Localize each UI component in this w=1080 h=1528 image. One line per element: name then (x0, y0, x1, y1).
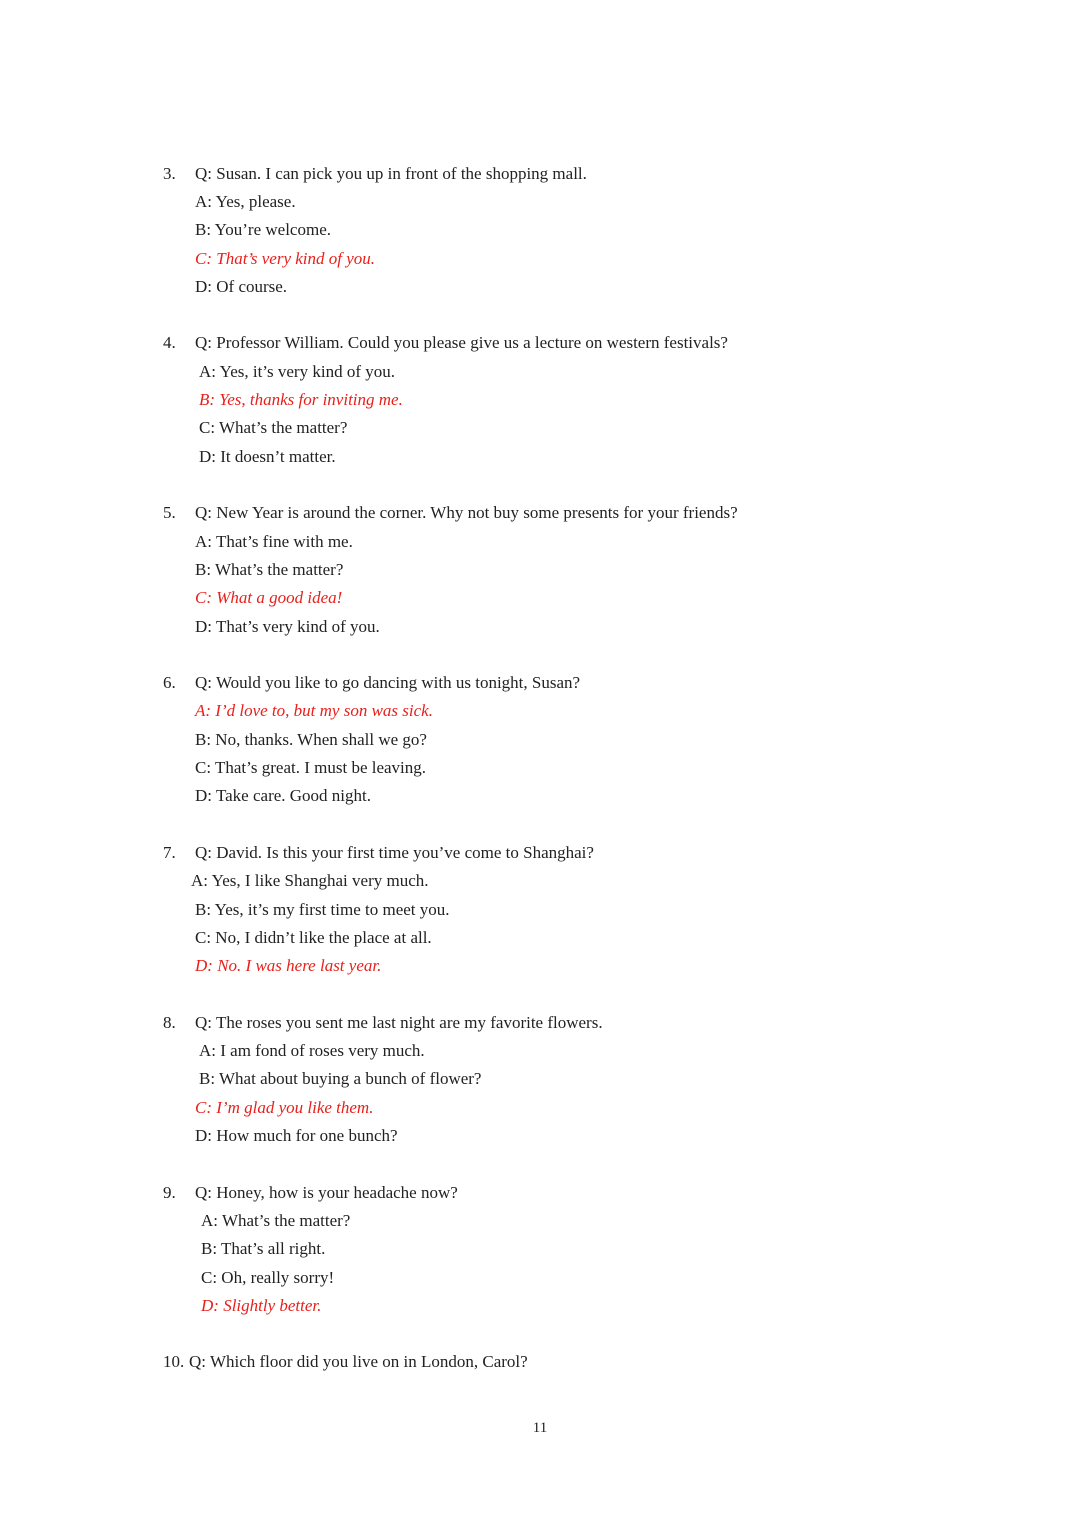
question-line (163, 502, 738, 524)
option-d: D: Of course. (195, 277, 288, 296)
question-text: Q: David. Is this your first time you’ve come to Shanghai? (195, 843, 594, 862)
option-c-correct: C: That’s very kind of you. (195, 249, 376, 268)
question-text: Q: Would you like to go dancing with us tonight, Susan? (195, 673, 581, 692)
option-a: A: Yes, it’s very kind of you. (199, 362, 395, 381)
question-text: Q: Susan. I can pick you up in front of the shopping mall. (195, 164, 587, 183)
question-text: Q: Which floor did you live on in London, Carol? (189, 1352, 528, 1371)
option-d: D: Take care. Good night. (195, 786, 372, 805)
option-c: C: No, I didn’t like the place at all. (195, 928, 432, 947)
option-b: B: Yes, it’s my first time to meet you. (195, 900, 450, 919)
option-c-correct: C: What a good idea! (195, 588, 343, 607)
option-a: A: What’s the matter? (201, 1211, 351, 1230)
question-text: Q: New Year is around the corner. Why not buy some presents for your friends? (195, 503, 738, 522)
question-line (163, 332, 728, 354)
option-b: B: No, thanks. When shall we go? (195, 730, 427, 749)
question-line (163, 1182, 458, 1204)
option-d: D: It doesn’t matter. (199, 447, 336, 466)
option-a-correct: A: I’d love to, but my son was sick. (195, 701, 433, 720)
question-number: 7. (163, 843, 176, 862)
question-number: 3. (163, 164, 176, 183)
option-c: C: Oh, really sorry! (201, 1268, 335, 1287)
option-a: A: I am fond of roses very much. (199, 1041, 425, 1060)
option-b: B: What’s the matter? (195, 560, 344, 579)
question-line (163, 163, 587, 185)
option-d-correct: D: No. I was here last year. (195, 956, 382, 975)
question-number: 8. (163, 1013, 176, 1032)
question-line (163, 672, 580, 694)
question-text: Q: Honey, how is your headache now? (195, 1183, 458, 1202)
question-line (163, 1351, 528, 1373)
option-a: A: That’s fine with me. (195, 532, 353, 551)
option-c-correct: C: I’m glad you like them. (195, 1098, 374, 1117)
question-number: 5. (163, 503, 176, 522)
option-c: C: What’s the matter? (199, 418, 348, 437)
option-b-correct: B: Yes, thanks for inviting me. (199, 390, 403, 409)
option-c: C: That’s great. I must be leaving. (195, 758, 427, 777)
question-text: Q: The roses you sent me last night are my favorite flowers. (195, 1013, 603, 1032)
question-text: Q: Professor William. Could you please give us a lecture on western festivals? (195, 333, 728, 352)
option-b: B: You’re welcome. (195, 220, 331, 239)
option-a: A: Yes, please. (195, 192, 296, 211)
question-line (163, 842, 594, 864)
option-a: A: Yes, I like Shanghai very much. (191, 871, 429, 890)
page-number: 11 (532, 1420, 548, 1436)
option-b: B: That’s all right. (201, 1239, 326, 1258)
option-d-correct: D: Slightly better. (201, 1296, 322, 1315)
option-b: B: What about buying a bunch of flower? (199, 1069, 482, 1088)
question-number: 6. (163, 673, 176, 692)
question-number: 4. (163, 333, 176, 352)
question-number: 10. (163, 1352, 185, 1371)
option-d: D: How much for one bunch? (195, 1126, 398, 1145)
option-d: D: That’s very kind of you. (195, 617, 380, 636)
question-line (163, 1012, 603, 1034)
question-number: 9. (163, 1183, 176, 1202)
